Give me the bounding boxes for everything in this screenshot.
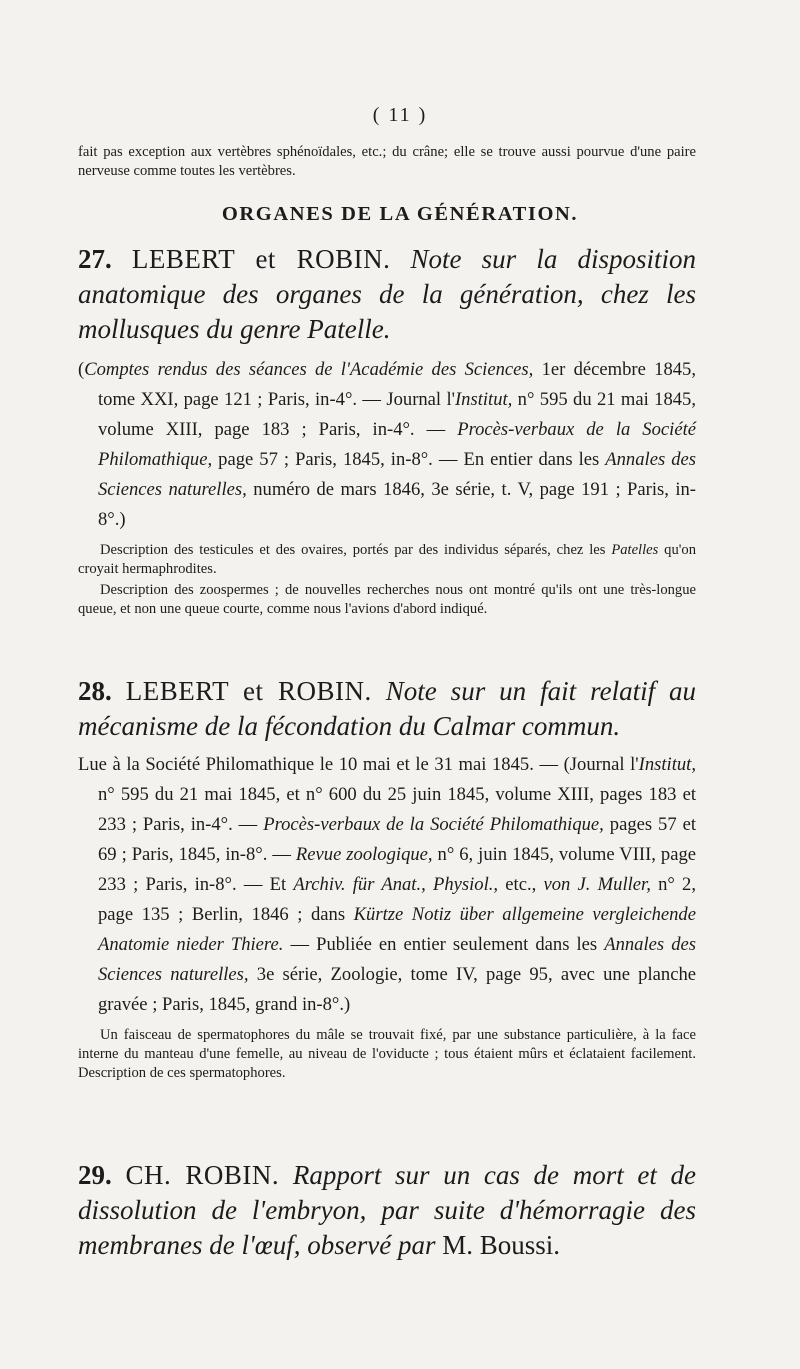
entry-number: 29. xyxy=(78,1160,112,1190)
entry-authors: LEBERT et ROBIN. xyxy=(125,676,372,706)
entry-note: Un faisceau de spermatophores du mâle se trouvait fixé, par une substance particulière, à la face interne du manteau d'une femelle, au niveau de l'oviducte ; tous étaient mûrs et éclataient facilement. Description de ces spermatophores. xyxy=(78,1027,696,1081)
entry-title xyxy=(78,242,696,347)
entry-title xyxy=(78,674,696,744)
page-number: ( 11 ) xyxy=(372,104,428,126)
entry-number: 27. xyxy=(78,244,112,274)
entry-title-tail: M. Boussi. xyxy=(435,1230,561,1260)
intro-paragraph: fait pas exception aux vertèbres sphénoïdales, etc.; du crâne; elle se trouve aussi pourvue d'une paire nerveuse comme toutes les vertèbres. xyxy=(78,144,696,179)
entry-note: Description des zoospermes ; de nouvelles recherches nous ont montré qu'ils ont une très-longue queue, et non une queue courte, comme nous l'avions d'abord indiqué. xyxy=(78,582,696,617)
entry-28 xyxy=(78,674,696,1083)
entry-note: Description des testicules et des ovaires, portés par des individus séparés, chez les Patelles qu'on croyait hermaphrodites. xyxy=(78,542,696,577)
entry-authors: CH. ROBIN. xyxy=(125,1160,280,1190)
entry-number: 28. xyxy=(78,676,112,706)
entry-title-text: Note sur un fait relatif au mécanisme de la fécondation du Calmar commun. xyxy=(78,676,697,741)
section-heading: ORGANES DE LA GÉNÉRATION. xyxy=(221,203,579,225)
entry-reference: (Comptes rendus des séances de l'Académie des Sciences, 1er décembre 1845, tome XXI, page 121 ; Paris, in-4°. — Journal l'Institut, n° 595 du 21 mai 1845, volume XIII, page 183 ; Paris, in-4°. — Procès-verbaux de la Société Philomathique, page 57 ; Paris, 1845, in-8°. — En entier dans les Annales des Sciences naturelles, numéro de mars 1846, 3e série, t. V, page 191 ; Paris, in-8°.) xyxy=(78,359,697,530)
entry-title-text: Rapport sur un cas de mort et de dissolution de l'embryon, par suite d'hémorragie des membranes de l'œuf, observé par xyxy=(78,1160,697,1260)
entry-title xyxy=(78,1158,696,1263)
entry-title-text: Note sur la disposition anatomique des organes de la génération, chez les mollusques du genre Patelle. xyxy=(78,244,696,344)
entry-29 xyxy=(78,1158,696,1263)
entry-authors: LEBERT et ROBIN. xyxy=(131,244,391,274)
entry-reference: Lue à la Société Philomathique le 10 mai et le 31 mai 1845. — (Journal l'Institut, n° 595 du 21 mai 1845, et n° 600 du 25 juin 1845, volume XIII, pages 183 et 233 ; Paris, in-4°. — Procès-verbaux de la Société Philomathique, pages 57 et 69 ; Paris, 1845, in-8°. — Revue zoologique, n° 6, juin 1845, volume VIII, page 233 ; Paris, in-8°. — Et Archiv. für Anat., Physiol., etc., von J. Muller, n° 2, page 135 ; Berlin, 1846 ; dans Kürtze Notiz über allgemeine vergleichende Anatomie nieder Thiere. — Publiée en entier seulement dans les Annales des Sciences naturelles, 3e série, Zoologie, tome IV, page 95, avec une planche gravée ; Paris, 1845, grand in-8°.) xyxy=(78,754,697,1015)
entry-27 xyxy=(78,242,696,619)
